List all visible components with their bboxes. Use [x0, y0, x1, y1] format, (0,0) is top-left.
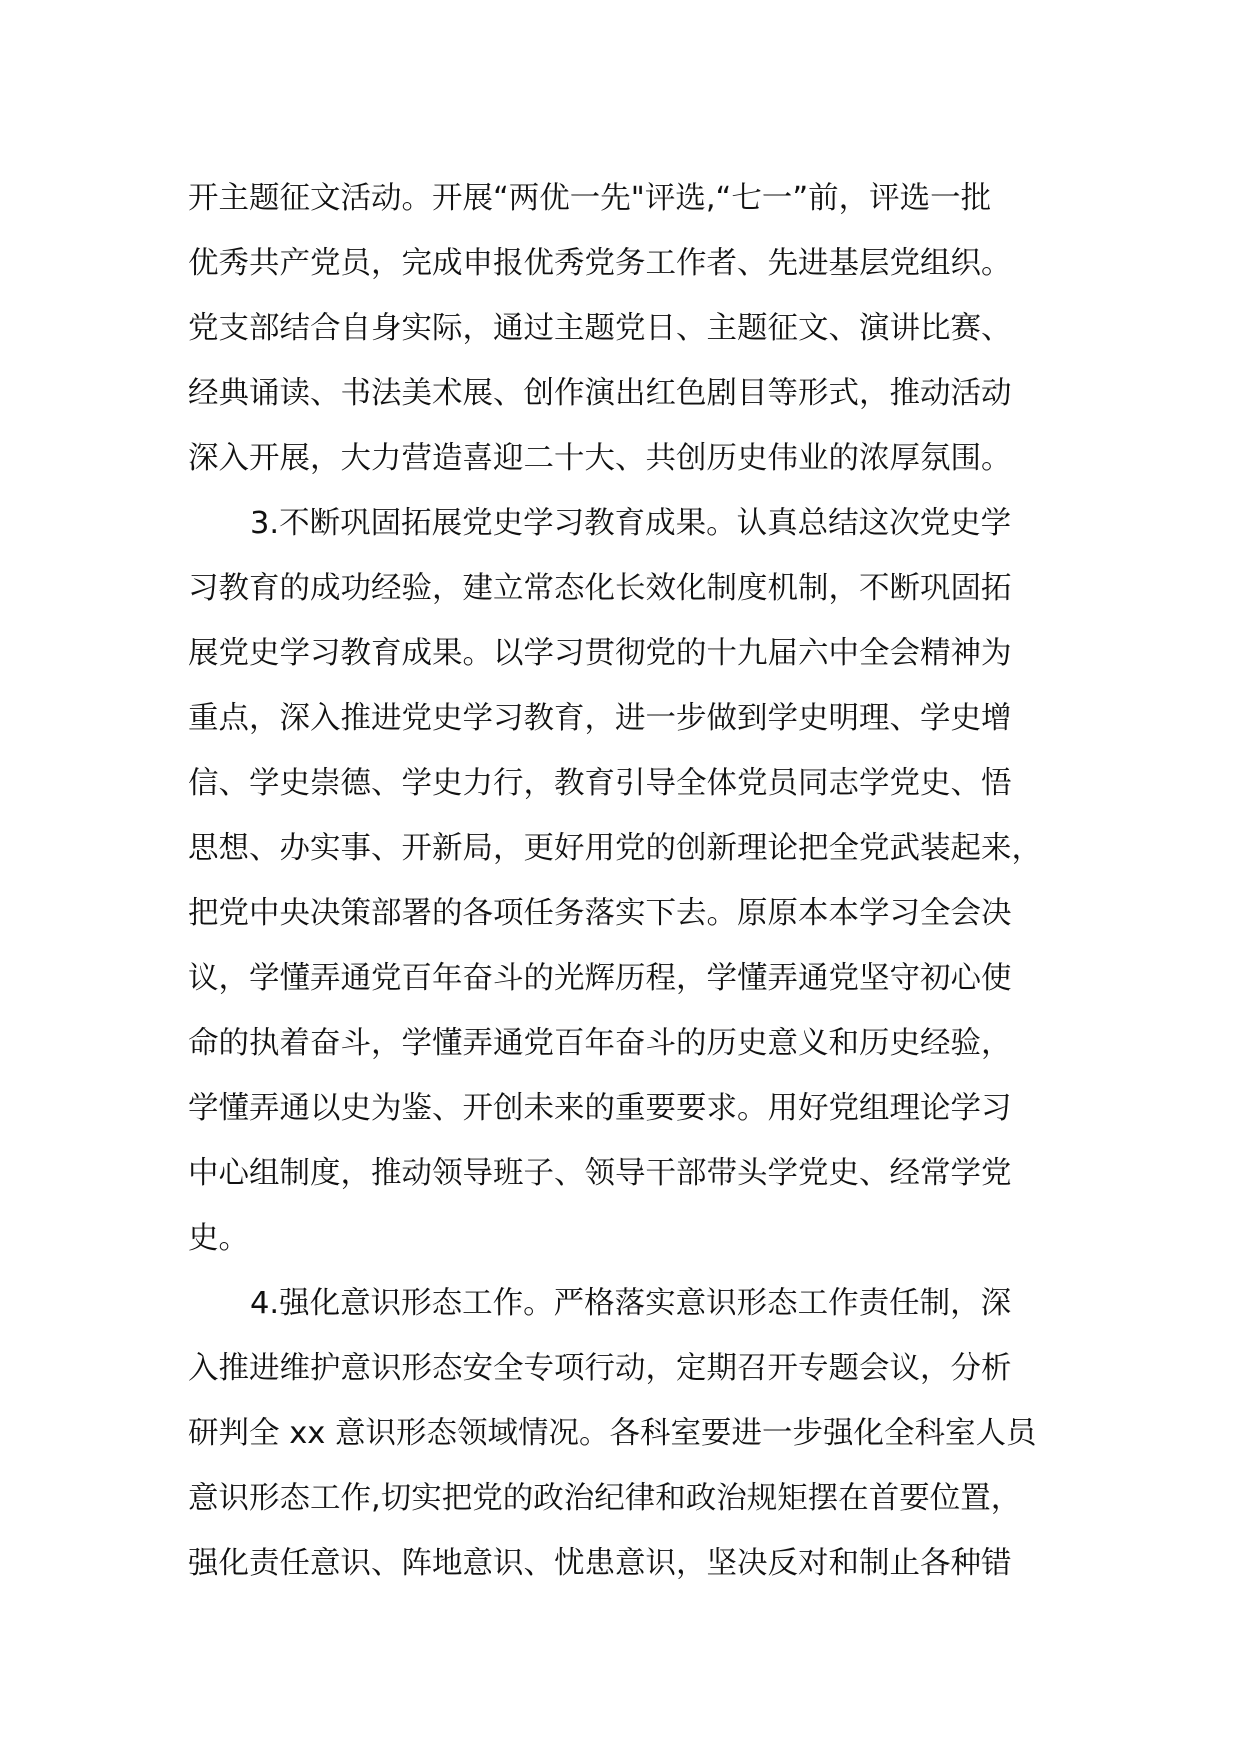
text-line: 学懂弄通以史为鉴、开创未来的重要要求。用好党组理论学习 — [188, 1091, 1012, 1126]
text-line: 展党史学习教育成果。以学习贯彻党的十九届六中全会精神为 — [188, 636, 1012, 671]
text-line: 4.强化意识形态工作。严格落实意识形态工作责任制，深 — [250, 1286, 1012, 1321]
text-line: 研判全 xx 意识形态领域情况。各科室要进一步强化全科室人员 — [188, 1416, 1037, 1451]
text-line: 入推进维护意识形态安全专项行动，定期召开专题会议，分析 — [188, 1351, 1012, 1386]
text-line: 重点，深入推进党史学习教育，进一步做到学史明理、学史增 — [188, 701, 1012, 736]
text-line: 3.不断巩固拓展党史学习教育成果。认真总结这次党史学 — [250, 506, 1012, 541]
text-line: 优秀共产党员，完成申报优秀党务工作者、先进基层党组织。 — [188, 246, 1012, 281]
text-line: 党支部结合自身实际，通过主题党日、主题征文、演讲比赛、 — [188, 311, 1012, 346]
text-line: 史。 — [188, 1221, 249, 1256]
text-line: 信、学史崇德、学史力行，教育引导全体党员同志学党史、悟 — [188, 766, 1012, 801]
text-line: 强化责任意识、阵地意识、忧患意识，坚决反对和制止各种错 — [188, 1546, 1012, 1581]
text-line: 命的执着奋斗，学懂弄通党百年奋斗的历史意义和历史经验， — [188, 1026, 1012, 1061]
text-line: 议，学懂弄通党百年奋斗的光辉历程，学懂弄通党坚守初心使 — [188, 961, 1012, 996]
text-line: 习教育的成功经验，建立常态化长效化制度机制，不断巩固拓 — [188, 571, 1012, 606]
text-line: 经典诵读、书法美术展、创作演出红色剧目等形式，推动活动 — [188, 376, 1012, 411]
document-body — [188, 166, 1070, 1596]
paragraph-2 — [188, 491, 1070, 1271]
text-line: 把党中央决策部署的各项任务落实下去。原原本本学习全会决 — [188, 896, 1012, 931]
text-line: 中心组制度，推动领导班子、领导干部带头学党史、经常学党 — [188, 1156, 1012, 1191]
text-line: 开主题征文活动。开展“两优一先"评选,“七一”前，评选一批 — [188, 181, 992, 216]
text-line: 意识形态工作,切实把党的政治纪律和政治规矩摆在首要位置， — [188, 1481, 1022, 1516]
paragraph-3 — [188, 1271, 1070, 1596]
text-line: 深入开展，大力营造喜迎二十大、共创历史伟业的浓厚氛围。 — [188, 441, 1012, 476]
text-line: 思想、办实事、开新局，更好用党的创新理论把全党武装起来， — [188, 831, 1042, 866]
paragraph-1 — [188, 166, 1070, 491]
